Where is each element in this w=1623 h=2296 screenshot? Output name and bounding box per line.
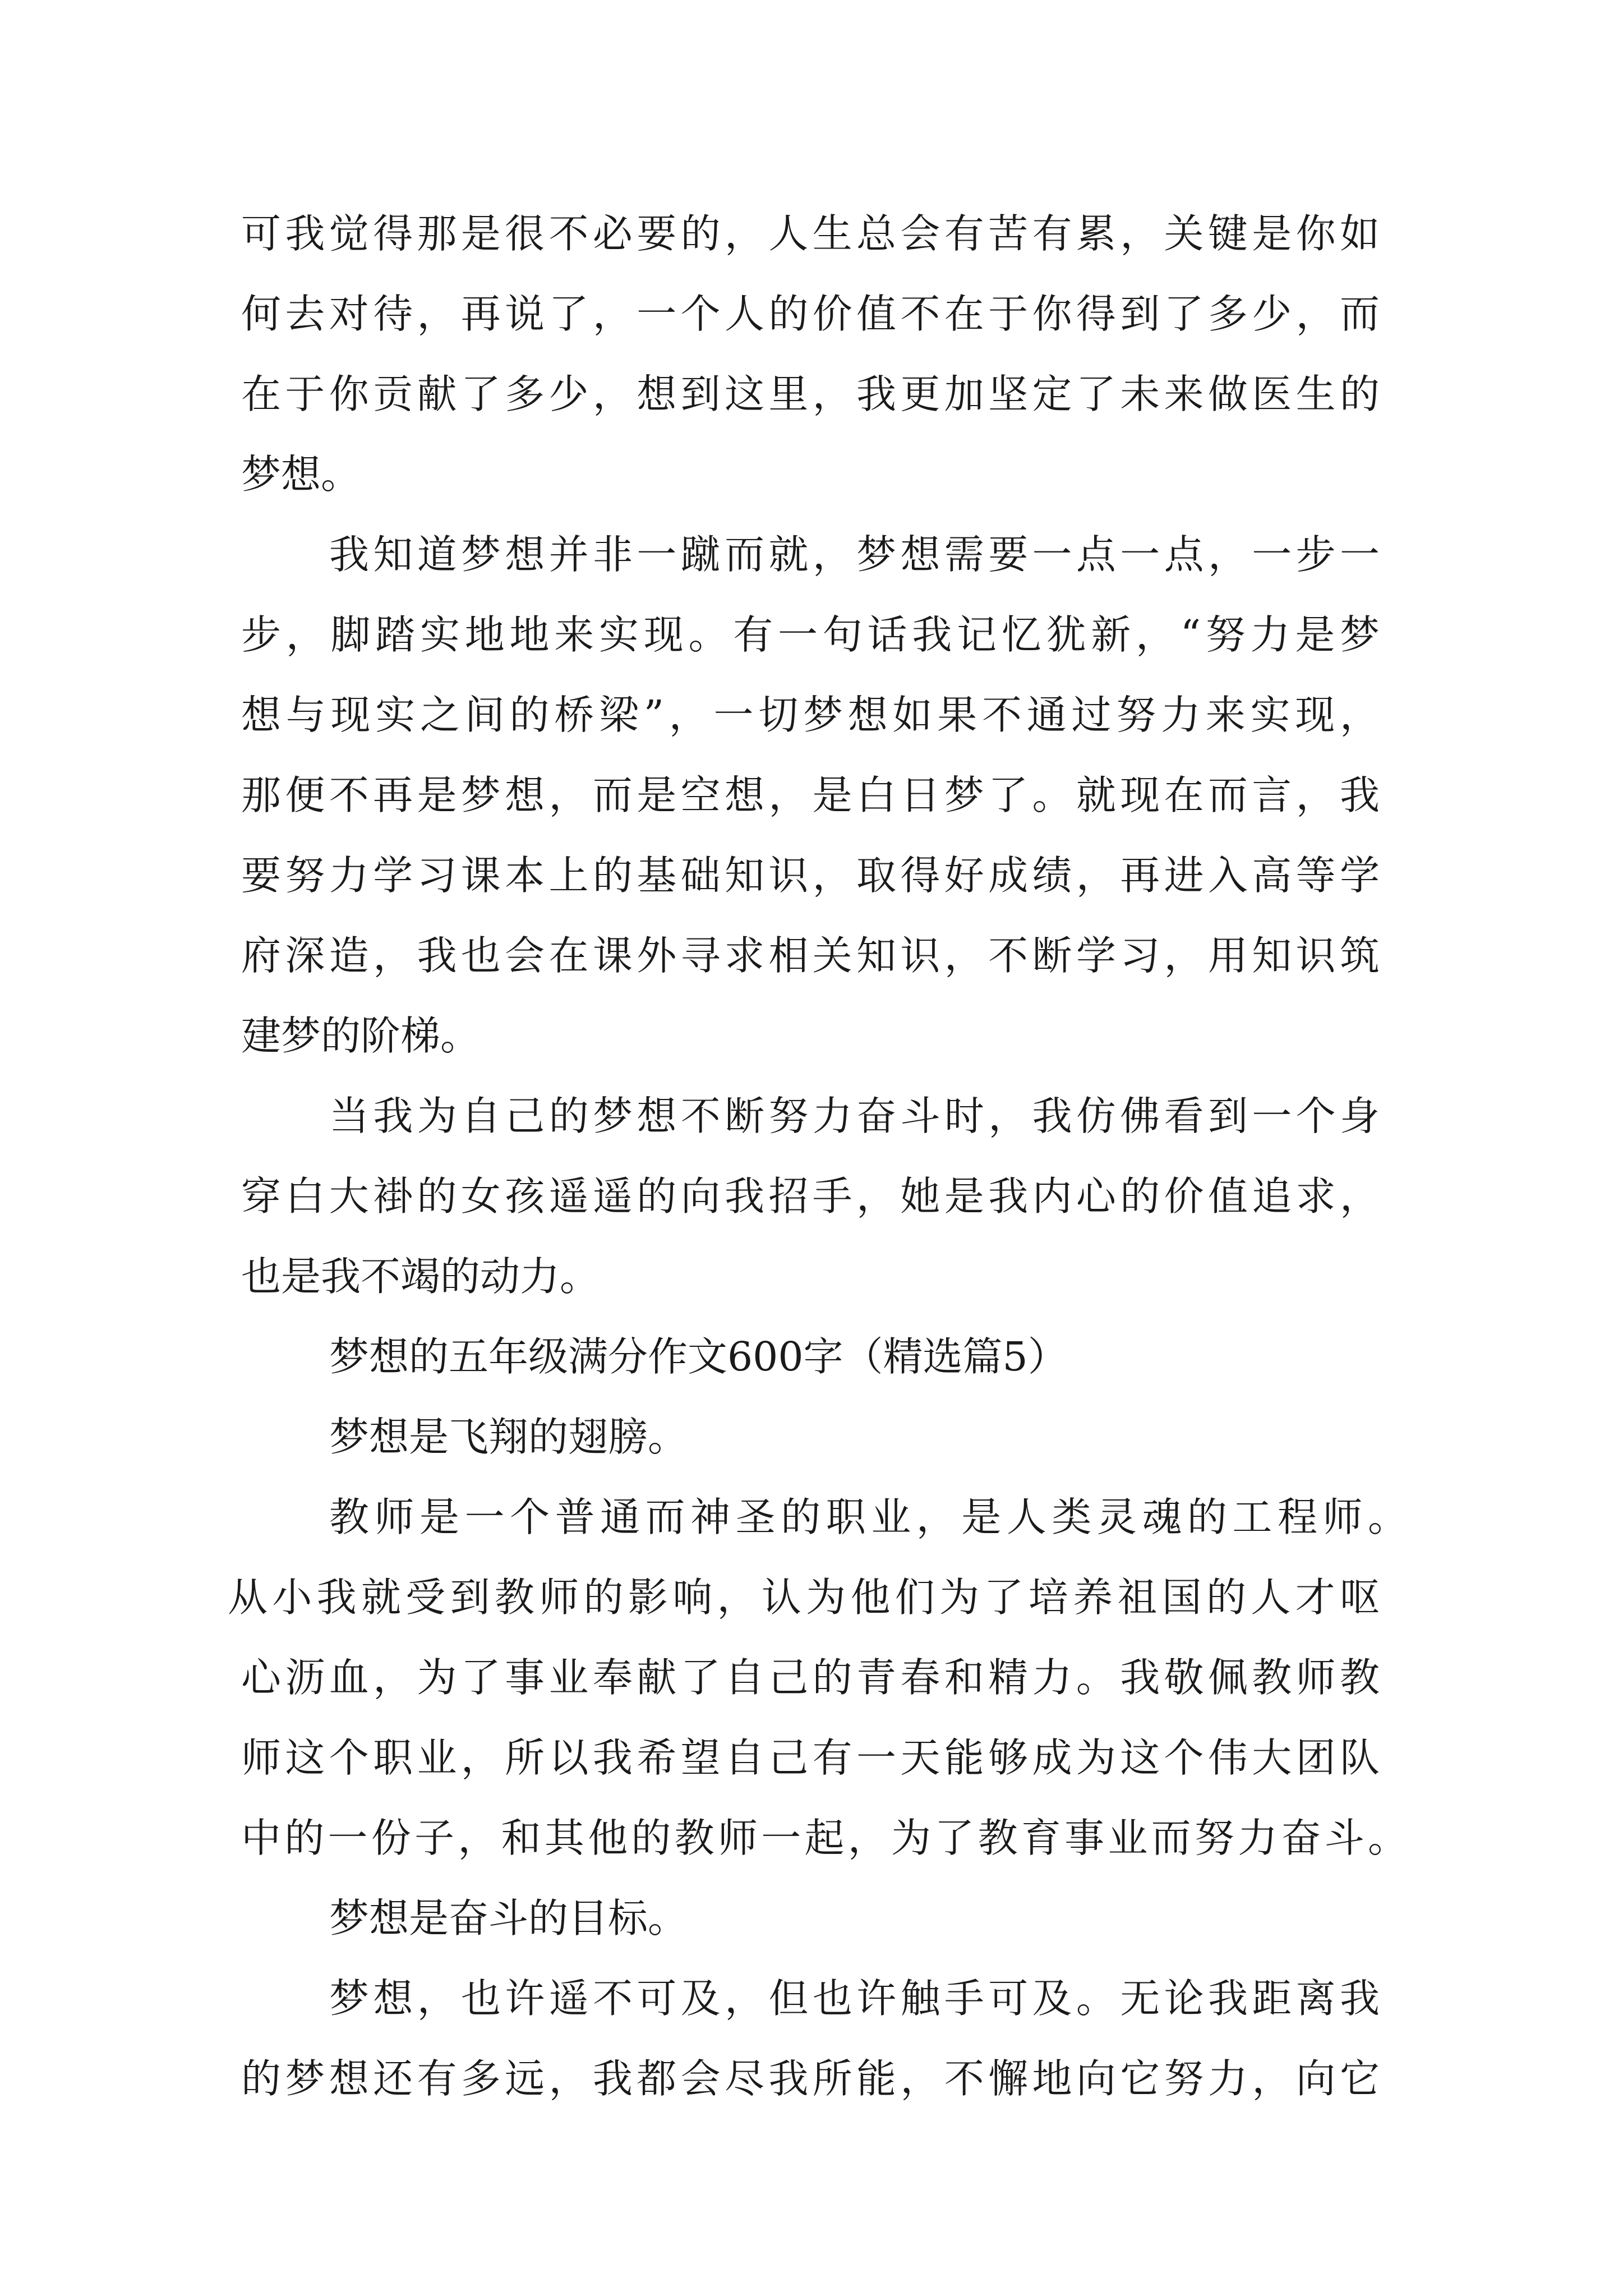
text-line: 步，脚踏实地地来实现。有一句话我记忆犹新，“努力是梦 — [241, 611, 1380, 658]
document-body — [228, 194, 1424, 2119]
text-line: 梦想是奋斗的目标。 — [329, 1895, 688, 1941]
text-line: 梦想。 — [241, 451, 361, 498]
text-line: 师这个职业，所以我希望自己有一天能够成为这个伟大团队 — [241, 1734, 1380, 1781]
text-line: 穿白大褂的女孩遥遥的向我招手，她是我内心的价值追求， — [241, 1173, 1380, 1220]
text-line: 在于你贡献了多少，想到这里，我更加坚定了未来做医生的 — [241, 371, 1380, 417]
text-line: 梦想的五年级满分作文600字（精选篇5） — [329, 1333, 1068, 1380]
text-line: 建梦的阶梯。 — [241, 1013, 481, 1059]
text-line: 我知道梦想并非一蹴而就，梦想需要一点一点，一步一 — [329, 531, 1380, 578]
text-line: 的梦想还有多远，我都会尽我所能，不懈地向它努力，向它 — [241, 2055, 1380, 2102]
text-line: 那便不再是梦想，而是空想，是白日梦了。就现在而言，我 — [241, 772, 1380, 818]
text-line: 想与现实之间的桥梁”，一切梦想如果不通过努力来实现， — [241, 692, 1380, 738]
text-line: 教师是一个普通而神圣的职业，是人类灵魂的工程师。 — [329, 1494, 1408, 1540]
text-line: 梦想，也许遥不可及，但也许触手可及。无论我距离我 — [329, 1975, 1380, 2022]
text-line: 中的一份子，和其他的教师一起，为了教育事业而努力奋斗。 — [241, 1815, 1408, 1861]
text-line: 心沥血，为了事业奉献了自己的青春和精力。我敬佩教师教 — [241, 1654, 1380, 1701]
text-line: 从小我就受到教师的影响，认为他们为了培养祖国的人才呕 — [228, 1574, 1380, 1621]
text-line: 要努力学习课本上的基础知识，取得好成绩，再进入高等学 — [241, 852, 1380, 899]
text-line: 府深造，我也会在课外寻求相关知识，不断学习，用知识筑 — [241, 932, 1380, 979]
text-line: 何去对待，再说了，一个人的价值不在于你得到了多少，而 — [241, 291, 1380, 337]
text-line: 梦想是飞翔的翅膀。 — [329, 1414, 688, 1460]
text-line: 当我为自己的梦想不断努力奋斗时，我仿佛看到一个身 — [329, 1093, 1380, 1139]
text-line: 可我觉得那是很不必要的，人生总会有苦有累，关键是你如 — [241, 210, 1380, 257]
text-line: 也是我不竭的动力。 — [241, 1253, 600, 1300]
